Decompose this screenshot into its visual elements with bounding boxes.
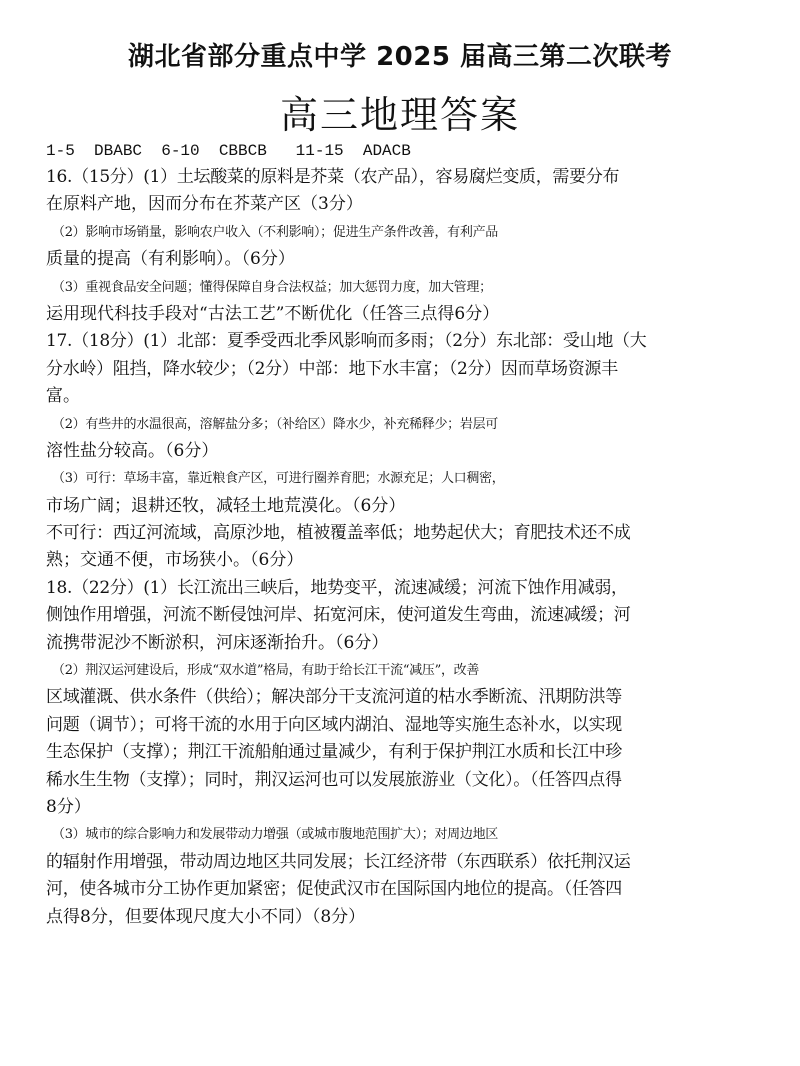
text-line-q17-1: 17.（18分）(1）北部：夏季受西北季风影响而多雨；（2分）东北部：受山地（大 bbox=[46, 331, 647, 352]
text-line-q16-6: 运用现代科技手段对“古法工艺”不断优化（任答三点得6分） bbox=[46, 303, 500, 324]
text-line-q18-10: （3）城市的综合影响力和发展带动力增强（或城市腹地范围扩大）；对周边地区 bbox=[52, 827, 498, 843]
text-line-q17-5: 溶性盐分较高。（6分） bbox=[46, 440, 219, 461]
text-line-q16-3: （2）影响市场销量，影响农户收入（不利影响）；促进生产条件改善，有利产品 bbox=[52, 224, 498, 240]
text-line-q16-5: （3）重视食品安全问题；懂得保障自身合法权益；加大惩罚力度，加大管理； bbox=[52, 279, 492, 295]
text-line-q18-3: 流携带泥沙不断淤积，河床逐渐抬升。（6分） bbox=[46, 632, 389, 653]
text-line-q17-3: 富。 bbox=[46, 386, 80, 407]
text-line-q16-4: 质量的提高（有利影响）。（6分） bbox=[46, 249, 295, 270]
text-line-q18-13: 点得8分，但要体现尺度大小不同）（8分） bbox=[46, 906, 366, 927]
text-line-q17-6: （3）可行：草场丰富，靠近粮食产区，可进行圈养育肥；水源充足；人口稠密， bbox=[52, 471, 505, 487]
text-line-q18-11: 的辐射作用增强，带动周边地区共同发展；长江经济带（东西联系）依托荆汉运 bbox=[46, 851, 631, 872]
answer-body bbox=[46, 164, 762, 931]
text-line-q17-8: 不可行：西辽河流域，高原沙地，植被覆盖率低；地势起伏大；育肥技术还不成 bbox=[46, 523, 631, 544]
text-line-q16-2: 在原料产地，因而分布在芥菜产区（3分） bbox=[46, 194, 363, 215]
text-line-q17-4: （2）有些井的水温很高，溶解盐分多；（补给区）降水少，补充稀释少；岩层可 bbox=[52, 416, 498, 432]
text-line-q17-2: 分水岭）阻挡，降水较少；（2分）中部：地下水丰富；（2分）因而草场资源丰 bbox=[46, 358, 618, 379]
text-line-q17-9: 熟；交通不便，市场狭小。（6分） bbox=[46, 550, 304, 571]
text-line-q18-12: 河，使各城市分工协作更加紧密；促使武汉市在国际国内地位的提高。（任答四 bbox=[46, 879, 622, 900]
text-line-q18-9: 8分） bbox=[46, 796, 91, 817]
text-line-q18-1: 18.（22分）(1）长江流出三峡后，地势变平，流速减缓；河流下蚀作用减弱， bbox=[46, 577, 628, 598]
page-subtitle: 高三地理答案 bbox=[279, 93, 520, 137]
text-line-q16-1: 16.（15分）(1）土坛酸菜的原料是芥菜（农产品），容易腐烂变质，需要分布 bbox=[46, 167, 620, 187]
choice-answers: 1-5 DBABC 6-10 CBBCB 11-15 ADACB bbox=[46, 142, 411, 160]
exam-title: 湖北省部分重点中学 2025 届高三第二次联考 bbox=[128, 42, 672, 72]
text-line-q18-2: 侧蚀作用增强，河流不断侵蚀河岸、拓宽河床，使河道发生弯曲，流速减缓；河 bbox=[46, 605, 631, 626]
text-line-q17-7: 市场广阔；退耕还牧，减轻土地荒漠化。（6分） bbox=[46, 495, 406, 516]
text-line-q18-6: 问题（调节）；可将干流的水用于向区域内湖泊、湿地等实施生态补水，以实现 bbox=[46, 714, 622, 735]
text-line-q18-7: 生态保护（支撑）；荆江干流船舶通过量减少，有利于保护荆江水质和长江中珍 bbox=[46, 742, 622, 763]
text-line-q18-5: 区域灌溉、供水条件（供给）；解决部分干支流河道的枯水季断流、汛期防洪等 bbox=[46, 687, 622, 708]
text-line-q18-8: 稀水生生物（支撑）；同时，荆汉运河也可以发展旅游业（文化）。（任答四点得 bbox=[46, 769, 622, 790]
text-line-q18-4: （2）荆汉运河建设后，形成“双水道”格局，有助于给长江干流“减压”，改善 bbox=[52, 663, 480, 679]
